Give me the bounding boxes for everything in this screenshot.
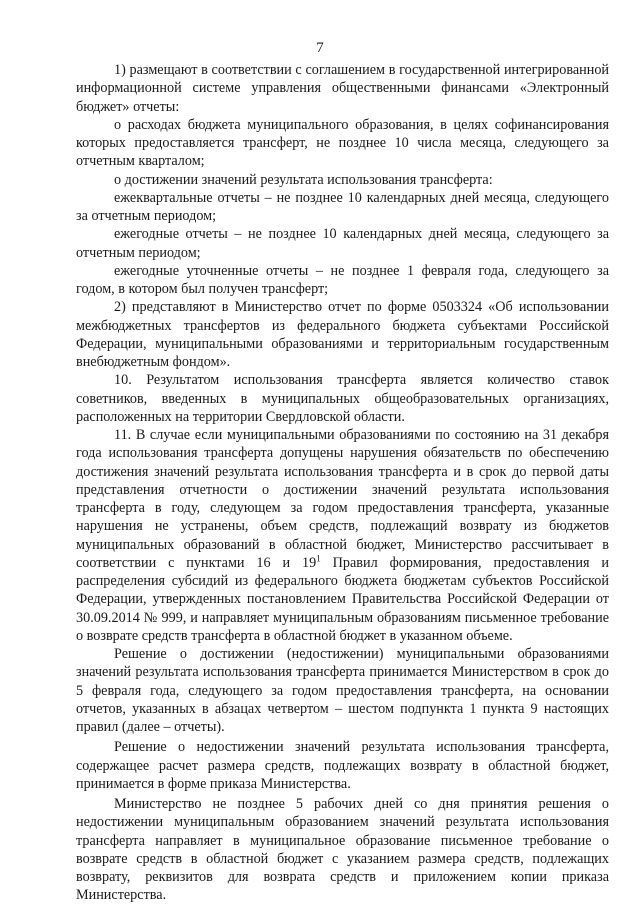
paragraph-decision-order: Решение о недостижении значений результата использования трансферта, содержащее расчет размера средств, подлежащих возврату в областной бюджет, принимается в форме приказа Министерства. (76, 739, 609, 792)
paragraph-11-text-end: Правил формирования, предоставления и распределения субсидий из федерального бюджета бюджетам субъектов Российской Федерации, утвержденных постановлением Правительства Российской Федерации от 30.09.2014 № 999, и направляет муниципальным образованиям письменное требование о возврате средств трансферта в областной бюджет в указанном объеме. (76, 554, 610, 644)
paragraph-11-violations (76, 426, 609, 645)
paragraph-expenses-report: о расходах бюджета муниципального образования, в целях софинансирования которых предоставляется трансферт, не позднее 10 числа месяца, следующего за отчетным кварталом; (76, 116, 609, 170)
paragraph-quarterly-reports: ежеквартальные отчеты – не позднее 10 календарных дней месяца, следующего за отчетным периодом; (76, 189, 609, 224)
document-body (76, 61, 609, 905)
paragraph-10-result: 10. Результатом использования трансферта является количество ставок советников, введенных в муниципальных общеобразовательных организациях, расположенных на территории Свердловской области. (76, 372, 609, 425)
paragraph-ministry-demand: Министерство не позднее 5 рабочих дней со дня принятия решения о недостижении муниципальным образованием значений результата использования трансферта направляет в муниципальное образование письменное требование о возврате средств в областной бюджет с указанием размера средств, подлежащих возврату, реквизитов для возврата средств и приложением копии приказа Министерства. (76, 796, 609, 904)
paragraph-annual-reports: ежегодные отчеты – не позднее 10 календарных дней месяца, следующего за отчетным периодом; (76, 226, 609, 261)
paragraph-11-text-start: 11. В случае если муниципальными образованиями по состоянию на 31 декабря года использования трансферта допущены нарушения обязательств по обеспечению достижения значений результата использования трансферта и в срок до первой даты представления отчетности о достижении значений результата использования трансферта в году, следующем за годом предоставления трансферта, указанные нарушения не устранены, объем средств, подлежащий возврату из бюджетов муниципальных образований в областной бюджет, Министерство рассчитывает в соответствии с пунктами 16 и 19 (76, 427, 609, 571)
paragraph-9-2-form-report: 2) представляют в Министерство отчет по форме 0503324 «Об использовании межбюджетных трансфертов из федерального бюджета субъектами Российской Федерации, муниципальными образованиями и территориальным государственным внебюджетным фондом». (76, 299, 609, 370)
paragraph-decision-deadline: Решение о достижении (недостижении) муниципальными образованиями значений результата использования трансферта принимается Министерством в срок до 5 февраля года, следующего за годом предоставления трансферта, на основании отчетов, указанных в абзацах четвертом – шестом подпункта 1 пункта 9 настоящих правил (далее – отчеты). (76, 646, 609, 735)
page-number: 7 (316, 40, 324, 56)
paragraph-refined-annual-reports: ежегодные уточненные отчеты – не позднее 1 февраля года, следующего за годом, в котором был получен трансферт; (76, 262, 609, 297)
paragraph-9-1-intro: 1) размещают в соответствии с соглашением в государственной интегрированной информационной системе управления общественными финансами «Электронный бюджет» отчеты: (76, 62, 609, 115)
paragraph-results-report: о достижении значений результата использования трансферта: (114, 171, 493, 188)
footnote-superscript: 1 (316, 553, 321, 564)
